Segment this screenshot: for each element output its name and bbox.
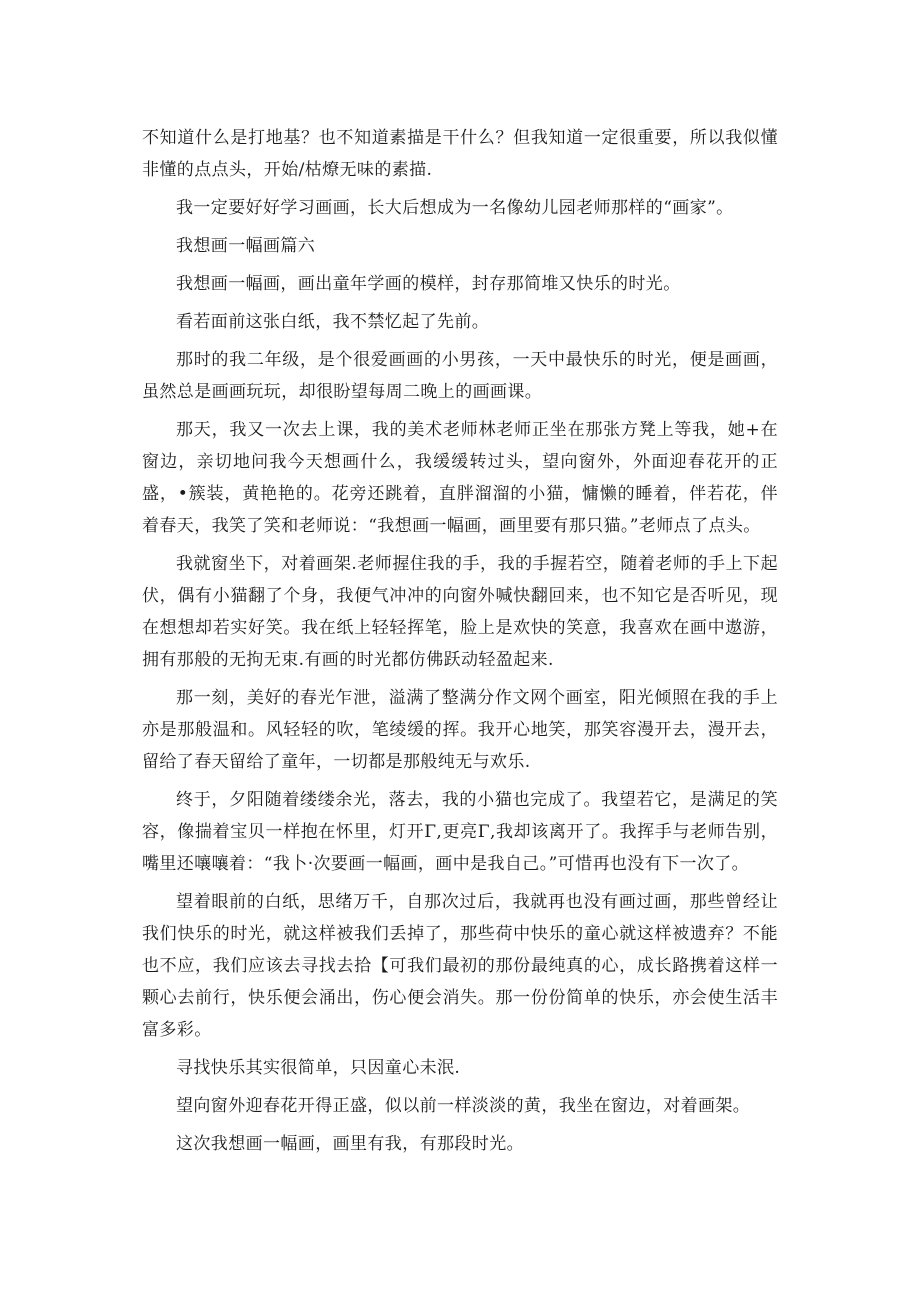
paragraph: 那一刻，美好的春光乍泄，溢满了整满分作文网个画室，阳光倾照在我的手上亦是那般温和。风轻轻的吹，笔绫缓的挥。我开心地笑，那笑容漫开去，漫开去，留给了春天留给了童年，一切都是那般纯无与欢乐.: [142, 688, 778, 772]
section-heading: 我想画一幅画篇六: [176, 236, 316, 256]
paragraph: 终于，夕阳随着缕缕余光，落去，我的小猫也完成了。我望若它，是满足的笑容，像揣着宝贝一样抱在怀里，灯开Γ,更亮Γ,我却该离开了。我挥手与老师告别，嘴里还嚷嚷着：“我卜·次要画一幅画，画中是我自己。”可惜再也没有下一次了。: [142, 790, 778, 874]
paragraph: 望向窗外迎春花开得正盛，似以前一样淡淡的黄，我坐在窗边，对着画架。: [176, 1096, 751, 1116]
paragraph: 那天，我又一次去上课，我的美术老师林老师正坐在那张方凳上等我，她+在窗边，亲切地问我今天想画什么，我缓缓转过头，望向窗外，外面迎春花开的正盛，•簇装，黄艳艳的。花旁还跳着，直胖溜溜的小猫，慵懒的睡着，伴若花，伴着春天，我笑了笑和老师说：“我想画一幅画，画里要有那只猫。”老师点了点头。: [142, 420, 778, 536]
document-body: [142, 122, 778, 1166]
paragraph: 我一定要好好学习画画，长大后想成为一名像幼儿园老师那样的“画家”。: [176, 198, 734, 218]
paragraph: 那时的我二年级，是个很爱画画的小男孩，一天中最快乐的时光，便是画画，虽然总是画画玩玩，却很盼望每周二晚上的画画课。: [142, 350, 778, 402]
paragraph: 这次我想画一幅画，画里有我，有那段时光。: [176, 1134, 524, 1154]
paragraph: 看若面前这张白纸，我不禁忆起了先前。: [176, 312, 490, 332]
paragraph: 我想画一幅画，画出童年学画的模样，封存那简堆又快乐的时光。: [176, 274, 681, 294]
paragraph: 不知道什么是打地基？也不知道素描是干什么？但我知道一定很重要，所以我似懂非懂的点点头，开始/枯燎无味的素描.: [142, 128, 778, 180]
paragraph: 我就窗坐下，对着画架.老师握住我的手，我的手握若空，随着老师的手上下起伏，偶有小猫翻了个身，我便气冲冲的向窗外喊快翻回来，也不知它是否听见，现在想想却若实好笑。我在纸上轻轻挥笔，脸上是欢快的笑意，我喜欢在画中遨游，拥有那般的无拘无束.有画的时光都仿佛跃动轻盈起来.: [142, 554, 778, 670]
paragraph: 望着眼前的白纸，思绪万千，自那次过后，我就再也没有画过画，那些曾经让我们快乐的时光，就这样被我们丢掉了，那些荷中快乐的童心就这样被遗弃？不能也不应，我们应该去寻找去拾【可我们最初的那份最纯真的心，成长路携着这样一颗心去前行，快乐便会涌出，伤心便会消失。那一份份简单的快乐，亦会使生活丰富多彩。: [142, 892, 778, 1040]
paragraph: 寻找快乐其实很简单，只因童心未泯.: [176, 1058, 461, 1078]
